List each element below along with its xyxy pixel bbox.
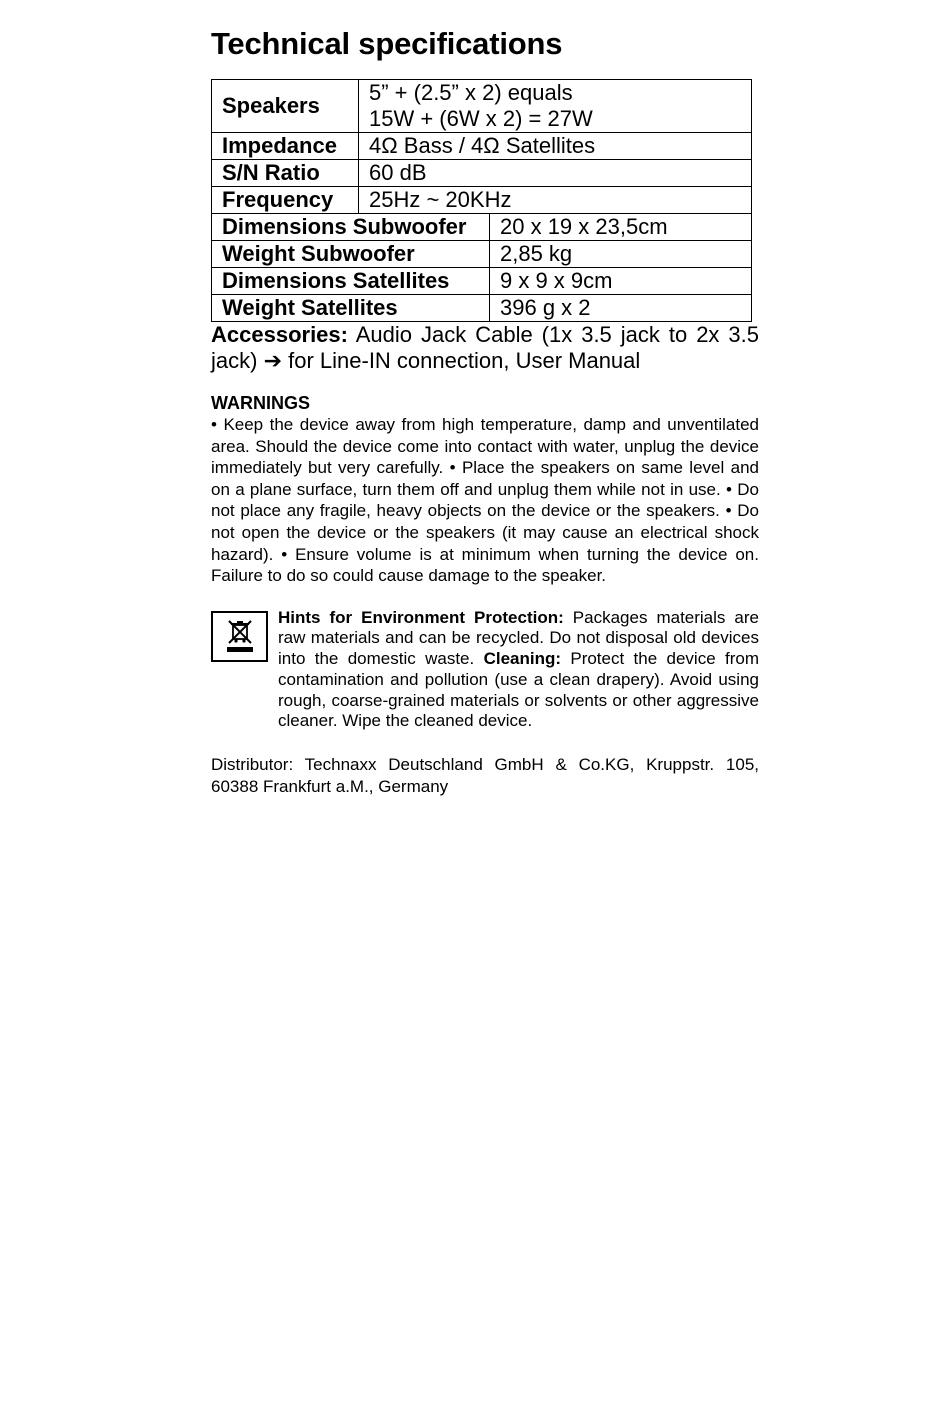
warning-item: Ensure volume is at minimum when turning the device on. Failure to do so could cause damage to the speaker. [211,544,759,586]
spec-row-speakers [212,80,752,133]
spec-label: Speakers [212,80,359,133]
accessories-label: Accessories: [211,322,348,347]
warning-item: Keep the device away from high temperature, damp and unventilated area. Should the device come into contact with water, unplug the device immediately but very carefully. [211,415,759,478]
bullet-icon: • [211,415,217,434]
warning-item: Do not open the device or the speakers (it may cause an electrical shock hazard). [211,501,759,564]
spec-value: 60 dB [359,160,752,187]
bullet-icon: • [449,458,456,478]
spec-table-dimensions [211,213,752,322]
spec-row-dimensions-subwoofer [212,214,752,241]
page-title: Technical specifications [211,26,563,61]
environment-paragraph [278,608,759,732]
arrow-right-icon: ➔ [263,348,282,373]
environment-heading: Hints for Environment Protection: [278,607,564,627]
spec-value: 25Hz ~ 20KHz [359,187,752,214]
environment-section [211,608,759,732]
spec-label: S/N Ratio [212,160,359,187]
warnings-paragraph [211,414,759,587]
accessories-paragraph [211,322,759,374]
spec-value: 9 x 9 x 9cm [490,268,752,295]
accessories-text-after: for Line-IN connection, User Manual [282,348,641,373]
spec-label: Weight Satellites [212,295,490,322]
warnings-heading: WARNINGS [211,393,310,413]
bin-icon-graphic [223,616,257,656]
bullet-icon: • [725,501,732,521]
environment-text: Packages materials are raw materials and can be recycled. Do not disposal old devices into the domestic waste. [278,607,759,669]
spec-label: Impedance [212,133,359,160]
spec-row-weight-satellites [212,295,752,322]
cleaning-text: Protect the device from contamination and pollution (use a clean drapery). Avoid using rough, coarse-grained materials or solvents or other aggressive cleaner. Wipe the cleaned device. [278,649,759,731]
cleaning-heading: Cleaning: [483,649,562,669]
distributor-text: Distributor: Technaxx Deutschland GmbH & Co.KG, Kruppstr. 105, 60388 Frankfurt a.M., Germany [211,754,759,796]
spec-label: Frequency [212,187,359,214]
crossed-out-wheelie-bin-icon [211,611,268,662]
spec-value: 4Ω Bass / 4Ω Satellites [359,133,752,160]
spec-row-weight-subwoofer [212,241,752,268]
spec-value: 396 g x 2 [490,295,752,322]
spec-label: Dimensions Subwoofer [212,214,490,241]
spec-row-dimensions-satellites [212,268,752,295]
spec-value-line: 5” + (2.5” x 2) equals [369,80,573,105]
spec-table-general [211,79,752,214]
spec-row-impedance [212,133,752,160]
spec-row-frequency [212,187,752,214]
spec-value-line: 15W + (6W x 2) = 27W [369,106,593,131]
bullet-icon: • [726,479,732,499]
spec-value [359,80,752,133]
spec-value: 20 x 19 x 23,5cm [490,214,752,241]
spec-row-sn-ratio [212,160,752,187]
spec-label: Weight Subwoofer [212,241,490,268]
warning-item: Do not place any fragile, heavy objects on the device or the speakers. [211,479,759,521]
accessories-text: Audio Jack Cable (1x 3.5 jack to 2x 3.5 jack) [211,322,759,373]
spec-label: Dimensions Satellites [212,268,490,295]
bullet-icon: • [281,544,288,564]
warning-item: Place the speakers on same level and on a plane surface, turn them off and unplug them while not in use. [211,458,759,499]
manual-page [211,24,759,797]
spec-value: 2,85 kg [490,241,752,268]
